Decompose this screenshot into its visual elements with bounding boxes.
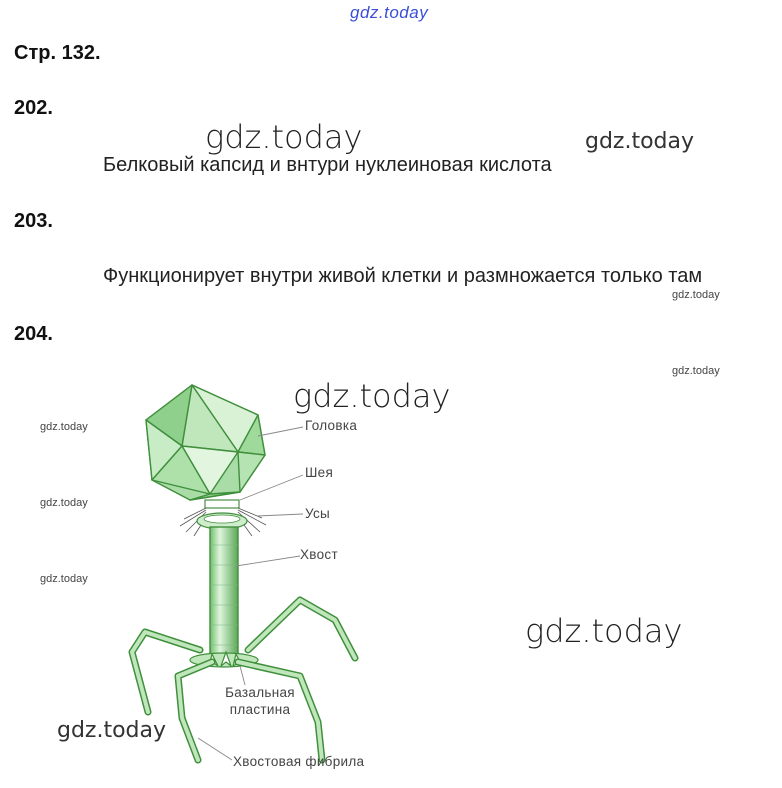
watermark-medium: gdz.today [57, 718, 167, 743]
phage-neck [205, 500, 239, 508]
label-baseplate-line1: Базальная [225, 685, 295, 700]
page-reference: Стр. 132. [14, 42, 101, 64]
watermark-small: gdz.today [40, 421, 88, 433]
watermark-small: gdz.today [672, 289, 720, 301]
label-tail: Хвост [300, 547, 338, 562]
label-baseplate-line2: пластина [229, 702, 291, 717]
label-baseplate [220, 684, 300, 718]
label-whiskers: Усы [305, 506, 331, 521]
watermark-large: gdz.today [525, 612, 683, 650]
label-neck: Шея [305, 465, 334, 480]
watermark-medium: gdz.today [585, 129, 695, 154]
phage-tail [210, 527, 238, 655]
task-number: 203. [14, 210, 53, 232]
label-fibril: Хвостовая фибрила [233, 754, 365, 769]
watermark-top: gdz.today [350, 3, 429, 22]
task-number: 204. [14, 323, 53, 345]
task-answer: Белковый капсид и внтури нуклеиновая кислота [103, 154, 552, 176]
label-head: Головка [305, 418, 358, 433]
watermark-small: gdz.today [672, 365, 720, 377]
task-answer: Функционирует внутри живой клетки и размножается только там [103, 265, 703, 287]
watermark-small: gdz.today [40, 497, 88, 509]
watermark-large: gdz.today [293, 377, 451, 415]
watermark-large: gdz.today [205, 118, 363, 156]
watermark-small: gdz.today [40, 573, 88, 585]
task-number: 202. [14, 97, 53, 119]
phage-head [146, 385, 265, 500]
